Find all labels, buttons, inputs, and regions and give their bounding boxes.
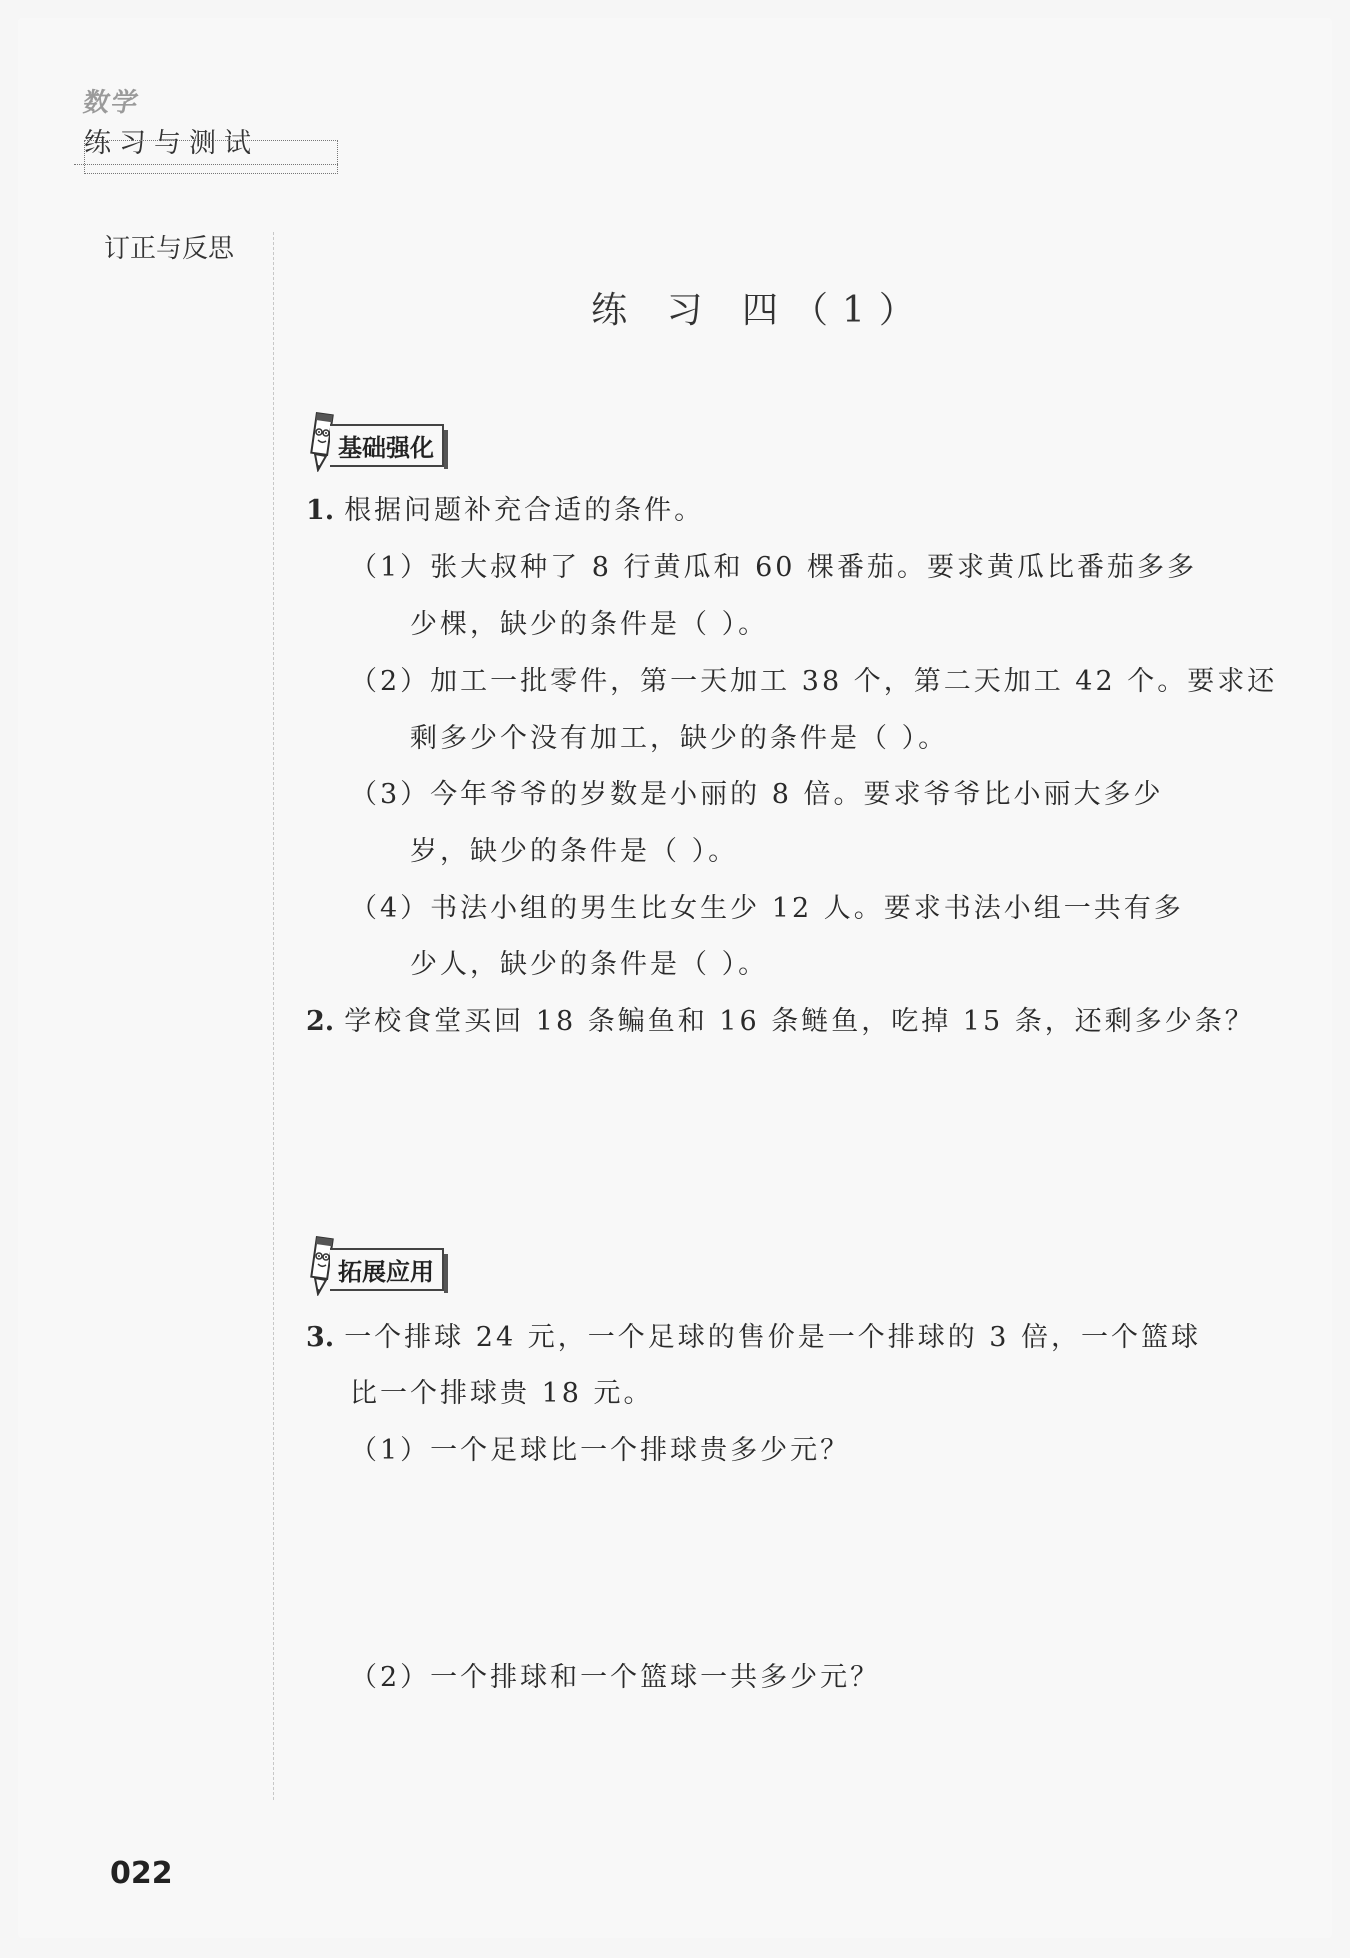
question-number: 3. [306,1322,335,1353]
question-1-part-4-line-1: （4）书法小组的男生比女生少 12 人。要求书法小组一共有多 [350,893,1184,924]
margin-divider [273,232,274,1800]
question-3-part-1: （1）一个足球比一个排球贵多少元？ [350,1435,851,1466]
question-text: 一个排球 24 元，一个足球的售价是一个排球的 3 倍，一个篮球 [344,1322,1202,1353]
section-label: 拓展应用 [330,1248,444,1291]
page-number: 022 [110,1856,173,1891]
question-text: 根据问题补充合适的条件。 [344,495,705,526]
question-3-line-1 [306,1315,1201,1354]
question-1 [306,488,704,527]
question-3-line-2: 比一个排球贵 18 元。 [350,1378,654,1409]
question-1-part-1-line-2: 少棵，缺少的条件是（ ）。 [410,609,769,640]
question-text: 学校食堂买回 18 条鳊鱼和 16 条鲢鱼，吃掉 15 条，还剩多少条？ [344,1006,1255,1037]
question-1-part-2-line-2: 剩多少个没有加工，缺少的条件是（ ）。 [410,723,949,754]
question-2 [306,999,1255,1038]
question-1-part-3-line-1: （3）今年爷爷的岁数是小丽的 8 倍。要求爷爷比小丽大多少 [350,779,1164,810]
brand-series: 练习与测试 [74,119,338,165]
question-1-part-1-line-1: （1）张大叔种了 8 行黄瓜和 60 棵番茄。要求黄瓜比番茄多多 [350,552,1198,583]
brand-dotted-frame [84,140,338,174]
section-label: 基础强化 [330,424,444,467]
question-number: 2. [306,1006,335,1037]
question-number: 1. [306,495,335,526]
margin-title: 订正与反思 [104,234,235,264]
page-title: 练 习 四（1） [591,290,929,331]
question-1-part-3-line-2: 岁，缺少的条件是（ ）。 [410,836,739,867]
brand-subject: 数学 [80,88,143,118]
question-1-part-4-line-2: 少人，缺少的条件是（ ）。 [410,949,769,980]
question-1-part-2-line-1: （2）加工一批零件，第一天加工 38 个，第二天加工 42 个。要求还 [350,666,1278,697]
question-3-part-2: （2）一个排球和一个篮球一共多少元？ [350,1662,881,1693]
